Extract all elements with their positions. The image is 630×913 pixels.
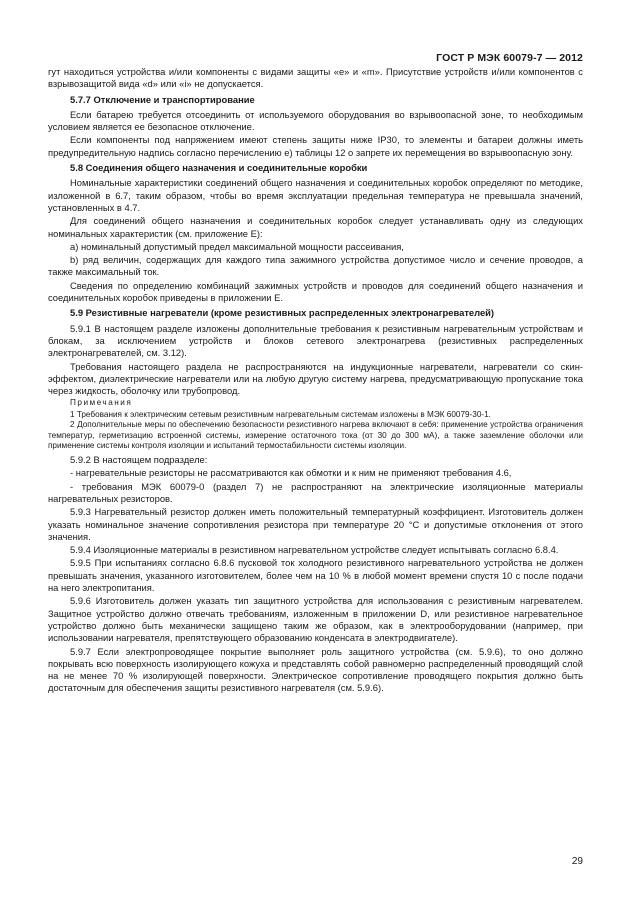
list-item: b) ряд величин, содержащих для каждого типа зажимного устройства допустимое число и сечение проводов, а также максимальный ток. (48, 254, 583, 278)
list-item: - требования МЭК 60079-0 (раздел 7) не распространяют на электрические изоляционные материалы нагревательных резисторов. (48, 480, 583, 504)
document-header: ГОСТ Р МЭК 60079-7 — 2012 (436, 52, 583, 64)
page-body (48, 66, 583, 696)
section-heading: 5.7.7 Отключение и транспортирование (70, 93, 255, 105)
notes-title: Примечания (70, 398, 133, 408)
section-heading: 5.9 Резистивные нагреватели (кроме резистивных распределенных электронагревателей) (70, 307, 495, 319)
paragraph: 5.9.5 При испытаниях согласно 6.8.6 пусковой ток холодного резистивного нагревательного устройства не должен превышать значения, указанного изготовителем, более чем на 10 % в любой момент времени спустя 10 с после подачи на него электропитания. (48, 557, 583, 594)
page-number: 29 (571, 856, 583, 867)
paragraph: Если батарею требуется отсоединить от используемого оборудования во взрывоопасной зоне, то необходимым условием является ее безопасное отключение. (48, 108, 583, 133)
note-item: 2 Дополнительные меры по обеспечению безопасности резистивного нагрева включают в себя: применение устройства ограничения температур, герметизацию встроенной системы, измерение остаточного тока (от 30 до 300 мА), а также заземление оболочки или применение системы контроля изоляции и испытаний термостабильности системы изоляции. (48, 420, 583, 450)
paragraph: 5.9.1 В настоящем разделе изложены дополнительные требования к резистивным нагревательным устройствам и блокам, за исключением устройств и блоков сетевого электронагрева (резистивных распределенных электронагревателей, см. 3.12). (48, 322, 583, 359)
paragraph: Сведения по определению комбинаций зажимных устройств и проводов для соединений общего назначения и соединительных коробок приведены в приложении Е. (48, 279, 583, 304)
paragraph: гут находиться устройства и/или компоненты с видами защиты «е» и «m». Присутствие устройств и/или компонентов с взрывозащитой вида «d» или «i» не допускается. (48, 66, 583, 90)
paragraph: Для соединений общего назначения и соединительных коробок следует устанавливать одну из следующих номинальных характеристик (см. приложение Е): (48, 215, 583, 239)
paragraph: Требования настоящего раздела не распространяются на индукционные нагреватели, нагреватели со скин-эффектом, диэлектрические нагреватели или на любую другую систему нагрева, предусматривающую пропускание тока через жидкость, оболочку или трубопровод. (48, 360, 583, 397)
note-item: 1 Требования к электрическим сетевым резистивным нагревательным системам изложены в МЭК 60079-30-1. (70, 409, 491, 419)
paragraph: 5.9.3 Нагревательный резистор должен иметь положительный температурный коэффициент. Изготовитель должен указать номинальное значение сопротивления резистора при температуре 20 °С и допустимые отклонения от этого значения. (48, 506, 583, 542)
list-item: а) номинальный допустимый предел максимальной мощности рассеивания, (70, 240, 404, 252)
list-item: - нагревательные резисторы не рассматриваются как обмотки и к ним не применяют требования 4.6, (70, 467, 512, 479)
paragraph: 5.9.2 В настоящем подразделе: (70, 454, 208, 466)
paragraph: 5.9.7 Если электропроводящее покрытие выполняет роль защитного устройства (см. 5.9.6), то оно должно покрывать всю поверхность изолирующего кожуха и представлять собой равномерно распределенный проводящий слой на не менее 70 % изолирующей поверхности. Электрическое сопротивление проводящего покрытия должно быть достаточным для обеспечения защиты резистивного нагревателя (см. 5.9.6). (48, 645, 583, 694)
paragraph: Если компоненты под напряжением имеют степень защиты ниже IP30, то элементы и батареи должны иметь предупредительную надпись согласно перечислению е) таблицы 12 о запрете их перемещения во взрывоопасную зону. (48, 134, 583, 158)
paragraph: 5.9.6 Изготовитель должен указать тип защитного устройства для использования с резистивным нагревателем. Защитное устройство должно отвечать требованиям, изложенным в приложении D, или резистивное нагревательное устройство должно быть механически защищено таким же образом, как в электрооборудовании (например, при использовании нагревателя, препятствующего образованию конденсата в электродвигателе). (48, 595, 583, 644)
paragraph: Номинальные характеристики соединений общего назначения и соединительных коробок определяют по методике, изложенной в 6.7, таким образом, чтобы во время эксплуатации предельная температура не превышала значений, установленных в 4.7. (48, 177, 583, 213)
section-heading: 5.8 Соединения общего назначения и соединительные коробки (70, 162, 368, 174)
paragraph: 5.9.4 Изоляционные материалы в резистивном нагревательном устройстве следует испытывать согласно 6.8.4. (70, 544, 559, 556)
